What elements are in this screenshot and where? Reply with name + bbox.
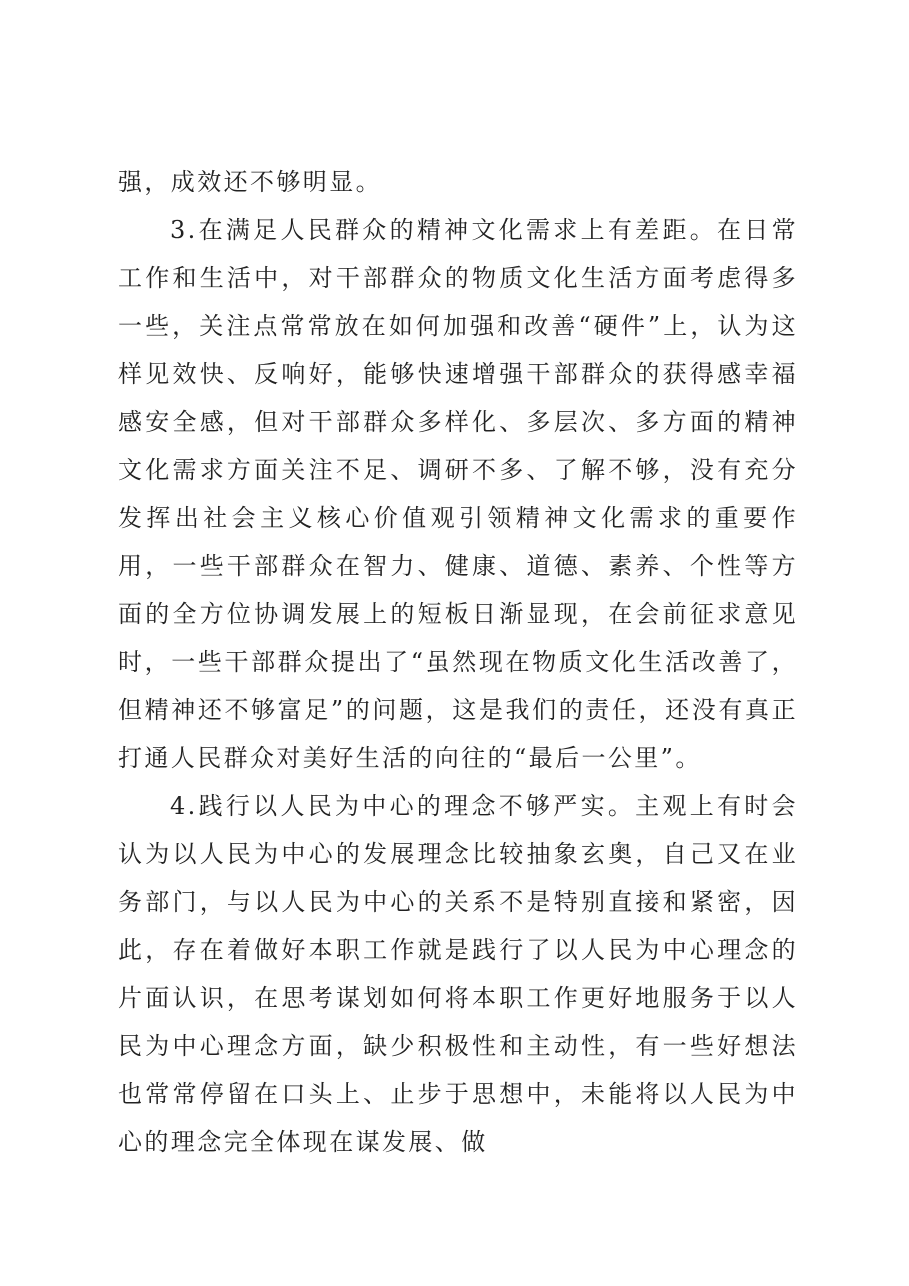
paragraph-item-4: 4.践行以人民为中心的理念不够严实。主观上有时会认为以人民为中心的发展理念比较抽象玄奥，自己又在业务部门，与以人民为中心的关系不是特别直接和紧密，因此，存在着做好本职工作就是践行了以人民为中心理念的片面认识，在思考谋划如何将本职工作更好地服务于以人民为中心理念方面，缺少积极性和主动性，有一些好想法也常常停留在口头上、止步于思想中，未能将以人民为中心的理念完全体现在谋发展、做 — [118, 792, 798, 1156]
paragraph-item-3: 3.在满足人民群众的精神文化需求上有差距。在日常工作和生活中，对干部群众的物质文化生活方面考虑得多一些，关注点常常放在如何加强和改善“硬件”上，认为这样见效快、反响好，能够快速增强干部群众的获得感幸福感安全感，但对干部群众多样化、多层次、多方面的精神文化需求方面关注不足、调研不多、了解不够，没有充分发挥出社会主义核心价值观引领精神文化需求的重要作用，一些干部群众在智力、健康、道德、素养、个性等方面的全方位协调发展上的短板日渐显现，在会前征求意见时，一些干部群众提出了“虽然现在物质文化生活改善了，但精神还不够富足”的问题，这是我们的责任，还没有真正打通人民群众对美好生活的向往的“最后一公里”。 — [118, 216, 798, 772]
paragraph-continuation: 强，成效还不够明显。 — [118, 168, 382, 196]
document-body — [118, 158, 798, 1166]
